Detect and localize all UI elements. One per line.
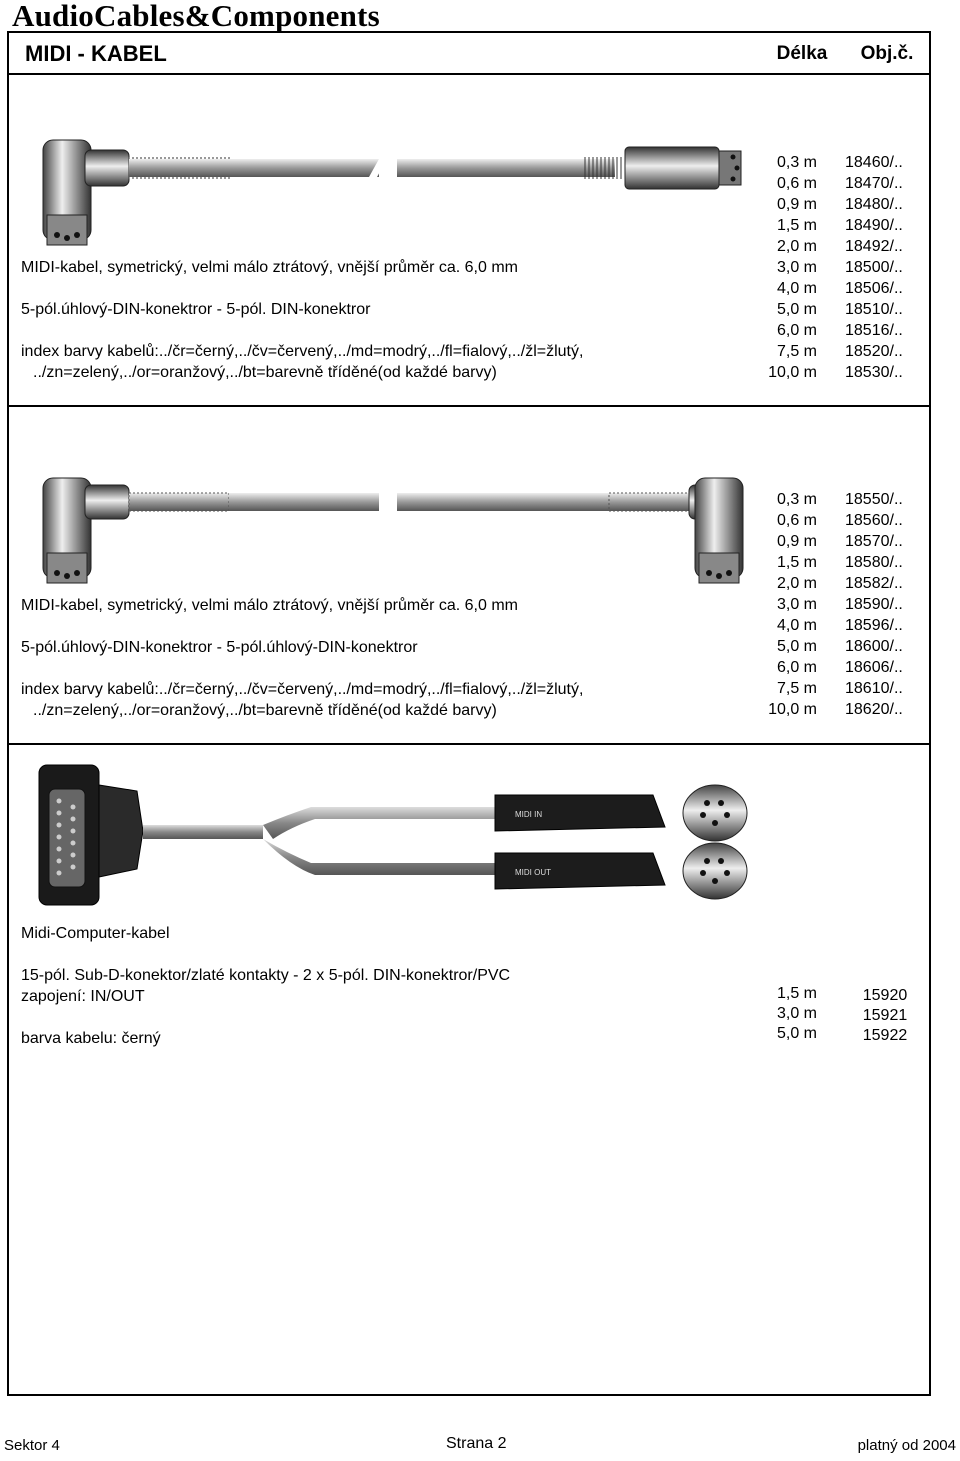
description-line: ../zn=zelený,../or=oranžový,../bt=barevně tříděné(od každé barvy) (33, 702, 497, 719)
length-value: 7,5 m (776, 343, 817, 360)
product-description-3 (21, 923, 510, 1049)
order-column-3 (845, 986, 925, 1046)
description-line: MIDI-kabel, symetrický, velmi málo ztrátový, vnější průměr ca. 6,0 mm (21, 597, 518, 614)
order-number: 18582/.. (845, 575, 903, 592)
length-value: 0,9 m (776, 196, 817, 213)
table-header (9, 33, 929, 75)
order-number: 18596/.. (845, 617, 903, 634)
description-line: 5-pól.úhlový-DIN-konektror - 5-pól.úhlový-DIN-konektror (21, 639, 418, 656)
order-number: 18516/.. (845, 322, 903, 339)
description-line (21, 278, 583, 299)
length-value: 1,5 m (776, 217, 817, 234)
order-number: 18460/.. (845, 154, 903, 171)
order-number: 18570/.. (845, 533, 903, 550)
plug-label-midi-out: MIDI OUT (515, 868, 551, 877)
section-divider (9, 743, 929, 745)
description-line (21, 320, 583, 341)
description-line: Midi-Computer-kabel (21, 925, 170, 942)
length-value: 5,0 m (776, 1025, 817, 1042)
order-number: 18610/.. (845, 680, 903, 697)
order-number: 18560/.. (845, 512, 903, 529)
order-number: 18510/.. (845, 301, 903, 318)
section-title: MIDI - KABEL (25, 41, 167, 66)
order-number: 18590/.. (845, 596, 903, 613)
length-value: 6,0 m (776, 659, 817, 676)
footer-page: Strana 2 (446, 1435, 507, 1452)
order-number: 18490/.. (845, 217, 903, 234)
product-description-1 (21, 257, 583, 383)
description-line: 15-pól. Sub-D-konektor/zlaté kontakty - 2 x 5-pól. DIN-konektror/PVC (21, 967, 511, 984)
order-number: 18480/.. (845, 196, 903, 213)
order-number: 18520/.. (845, 343, 903, 360)
length-value: 3,0 m (776, 596, 817, 613)
length-value: 5,0 m (776, 301, 817, 318)
product-image-1 (25, 95, 765, 255)
length-value: 4,0 m (776, 617, 817, 634)
length-value: 2,0 m (776, 238, 817, 255)
length-value: 2,0 m (776, 575, 817, 592)
order-number: 18470/.. (845, 175, 903, 192)
description-line: index barvy kabelů:../čr=černý,../čv=červený,../md=modrý,../fl=fialový,../žl=žlutý, (21, 343, 584, 360)
length-value: 0,6 m (776, 512, 817, 529)
order-number: 18606/.. (845, 659, 903, 676)
order-number: 18600/.. (845, 638, 903, 655)
length-value: 1,5 m (776, 554, 817, 571)
order-number: 18492/.. (845, 238, 903, 255)
footer-valid-from: platný od 2004 (857, 1437, 956, 1454)
length-value: 0,9 m (776, 533, 817, 550)
length-column-3 (757, 984, 817, 1044)
length-value: 3,0 m (776, 1005, 817, 1022)
order-number: 15920 (862, 987, 908, 1004)
length-value: 3,0 m (776, 259, 817, 276)
length-value: 0,6 m (776, 175, 817, 192)
length-value: 0,3 m (776, 154, 817, 171)
order-column-2 (845, 489, 925, 720)
order-column-1 (845, 152, 925, 383)
description-line (21, 1007, 510, 1028)
description-line (21, 616, 583, 637)
length-value: 10,0 m (768, 364, 817, 381)
length-column-1 (757, 152, 817, 383)
order-number: 18620/.. (845, 701, 903, 718)
column-header-order: Obj.č. (860, 43, 914, 64)
length-column-2 (757, 489, 817, 720)
description-line: barva kabelu: černý (21, 1030, 161, 1047)
footer-sector: Sektor 4 (4, 1437, 60, 1454)
description-line (21, 658, 583, 679)
order-number: 15922 (862, 1027, 908, 1044)
catalog-table (7, 31, 931, 1396)
description-line: ../zn=zelený,../or=oranžový,../bt=barevně tříděné(od každé barvy) (33, 364, 497, 381)
column-header-length: Délka (776, 43, 828, 64)
order-number: 15921 (862, 1007, 908, 1024)
description-line (21, 944, 510, 965)
order-number: 18530/.. (845, 364, 903, 381)
description-line: index barvy kabelů:../čr=černý,../čv=červený,../md=modrý,../fl=fialový,../žl=žlutý, (21, 681, 584, 698)
order-number: 18550/.. (845, 491, 903, 508)
length-value: 4,0 m (776, 280, 817, 297)
length-value: 7,5 m (776, 680, 817, 697)
order-number: 18580/.. (845, 554, 903, 571)
description-line: zapojení: IN/OUT (21, 988, 145, 1005)
length-value: 0,3 m (776, 491, 817, 508)
length-value: 1,5 m (776, 985, 817, 1002)
section-divider (9, 405, 929, 407)
length-value: 6,0 m (776, 322, 817, 339)
product-image-3 (25, 757, 765, 917)
description-line: MIDI-kabel, symetrický, velmi málo ztrátový, vnější průměr ca. 6,0 mm (21, 259, 518, 276)
order-number: 18500/.. (845, 259, 903, 276)
brand-title: AudioCables&Components (12, 0, 380, 33)
order-number: 18506/.. (845, 280, 903, 297)
description-line: 5-pól.úhlový-DIN-konektror - 5-pól. DIN-konektror (21, 301, 371, 318)
plug-label-midi-in: MIDI IN (515, 810, 543, 819)
product-image-2 (25, 443, 765, 593)
length-value: 10,0 m (768, 701, 817, 718)
length-value: 5,0 m (776, 638, 817, 655)
product-description-2 (21, 595, 583, 721)
